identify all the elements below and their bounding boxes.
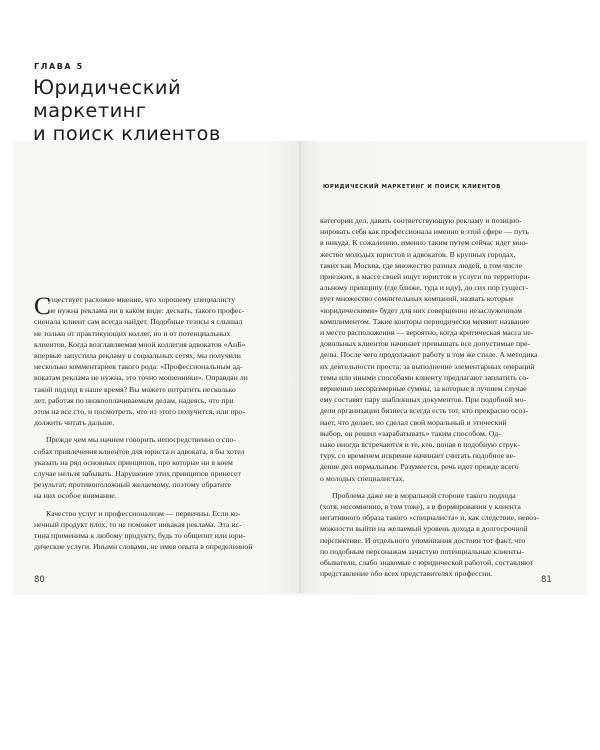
drop-cap: С bbox=[34, 293, 51, 320]
chapter-title-line: Юридический bbox=[33, 76, 182, 99]
page-number-left: 80 bbox=[34, 575, 45, 585]
text-line: выбор, он решил «зарабатывать» таким способом. Од- bbox=[320, 428, 501, 438]
page-number-right: 81 bbox=[541, 575, 552, 585]
chapter-title bbox=[33, 76, 273, 145]
text-line: «юридическими» будет для них совершенно незаслуженным bbox=[320, 305, 523, 315]
text-line: негативного образа такого «специалиста» и, как следствие, невоз- bbox=[320, 513, 539, 523]
chapter-title-line: и поиск клиентов bbox=[33, 122, 221, 145]
text-line: Прежде чем мы начнем говорить непосредственно о спо- bbox=[46, 435, 237, 445]
right-page-body bbox=[320, 215, 552, 580]
text-line: уществует расхожее мнение, что хорошему специалисту bbox=[48, 295, 236, 304]
chapter-title-line: маркетинг bbox=[33, 99, 147, 122]
text-line: Качество услуг и профессионализм — первичны. Если ко- bbox=[46, 508, 241, 518]
text-line: вершенно несоразмерные суммы, за которые в лучшем случае bbox=[320, 384, 527, 394]
text-line: вует множество сомнительных компаний, назвать которые bbox=[320, 294, 514, 304]
text-line: впервые запустила рекламу в социальных сетях, мы получили bbox=[34, 351, 241, 361]
text-line: тина применима к любому продукту, будь то общепит или юри- bbox=[34, 531, 246, 541]
text-line: жество молодых юристов и адвокатов. В крупных городах, bbox=[320, 249, 516, 259]
text-line: на них особое внимание. bbox=[34, 491, 117, 501]
text-line: (хотя, несомненно, в том тоже), а в формировании у клиента bbox=[320, 502, 521, 512]
text-line: по подобным персонажам зачастую потенциальные клиенты- bbox=[320, 546, 525, 556]
text-line: клиентов. Когда возглавляемая мной коллегия адвокатов «АнБ» bbox=[34, 339, 246, 349]
running-head: ЮРИДИЧЕСКИЙ МАРКЕТИНГ И ПОИСК КЛИЕНТОВ bbox=[323, 184, 501, 190]
text-line: собах привлечения клиентов для юриста и адвоката, я бы хотел bbox=[34, 446, 245, 456]
text-line: темы или иными способами клиенту предлагают заплатить со- bbox=[320, 372, 529, 382]
text-line: можности выйти на желаемый уровень дохода в долгосрочной bbox=[320, 524, 528, 534]
text-line: дические услуги. Иными словами, не имея опыта в определенной bbox=[34, 542, 253, 552]
text-line: сионала клиент сам всегда найдет. Подобные тезисы я слышал bbox=[34, 317, 243, 327]
text-line: нако иногда встречаются и те, кто, попав в подобную струк- bbox=[320, 440, 520, 450]
text-line: указать на ряд основных принципов, про которые ни в коем bbox=[34, 457, 233, 467]
text-line: и место расположения — вероятно, когда критическая масса не- bbox=[320, 328, 534, 338]
text-line: должить читать дальше. bbox=[34, 418, 115, 428]
text-line: нает, что делает, но сделал свой моральный и этический bbox=[320, 417, 507, 427]
text-line: перспективе. И отдельного упоминания достоин тот факт, что bbox=[320, 535, 526, 545]
text-line: вокатам реклама не нужна, это точно мошенники». Оправдан ли bbox=[34, 373, 248, 383]
text-line: этом на все сто, и посмотреть, что из этого получится, или про- bbox=[34, 407, 246, 417]
text-line: представление обо всех представителях профессии. bbox=[320, 569, 493, 579]
text-line: лет, работая по низкооплачиваемым делам, надеясь, что при bbox=[34, 395, 234, 405]
text-line: альному принципу (где ближе, туда и иду), до сих пор сущест- bbox=[320, 283, 529, 293]
text-line: дение дел нормальным. Разумеется, речь идет прежде всего bbox=[320, 462, 519, 472]
text-line: таких как Москва, где множество разных людей, в том числе bbox=[320, 260, 522, 270]
text-line: не нужна реклама ни в каком виде: дескать, такого профес- bbox=[48, 306, 245, 316]
text-line: довольных клиентов начинает превышать все допустимые пре- bbox=[320, 339, 531, 349]
text-line: несколько комментариев такого рода: «Профессиональным ад- bbox=[34, 362, 243, 372]
chapter-label: ГЛАВА 5 bbox=[34, 62, 84, 71]
text-line: случае нельзя забывать. Нарушение этих принципов принесет bbox=[34, 469, 241, 479]
text-line: обыватели, слабо знакомые с юридической работой, составляют bbox=[320, 558, 534, 568]
text-line: нировать себя как профессионала именно в этой сфере — путь bbox=[320, 227, 529, 237]
text-line: их деятельности проста: за выполнение элементарных операций bbox=[320, 361, 535, 371]
left-page-body bbox=[34, 294, 266, 552]
text-line: результат, противоположный желаемому, поэтому обратите bbox=[34, 480, 232, 490]
text-line: ему составят пару шаблонных документов. При подобной мо- bbox=[320, 395, 527, 405]
text-line: категории дел, давать соответствующую рекламу и позицио- bbox=[320, 216, 522, 225]
book-gutter bbox=[299, 141, 301, 593]
text-line: нечный продукт плох, то не поможет никакая реклама. Эта ис- bbox=[34, 519, 242, 529]
text-line: приезжих, в массе своей ищут юристов и услуги по территори- bbox=[320, 272, 531, 282]
text-line: комплиментом. Такие конторы периодически меняют название bbox=[320, 316, 530, 326]
text-line: дели организации бизнеса всегда есть тот, кто прекрасно осоз- bbox=[320, 406, 529, 416]
text-line: делы. После чего продолжают работу в том же стиле. А методика bbox=[320, 350, 538, 360]
text-line: такой подход в наше время? Вы можете потратить несколько bbox=[34, 384, 236, 394]
text-line: туру, со временем искренне начинает считать подобное ве- bbox=[320, 451, 516, 461]
text-line: в никуда. К сожалению, именно таким путем сейчас идет мно- bbox=[320, 238, 528, 248]
text-line: не только от практикующих коллег, но и от потенциальных bbox=[34, 328, 231, 338]
text-line: Проблема даже не в моральной стороне такого подхода bbox=[332, 490, 516, 500]
text-line: о молодых специалистах. bbox=[320, 473, 405, 483]
